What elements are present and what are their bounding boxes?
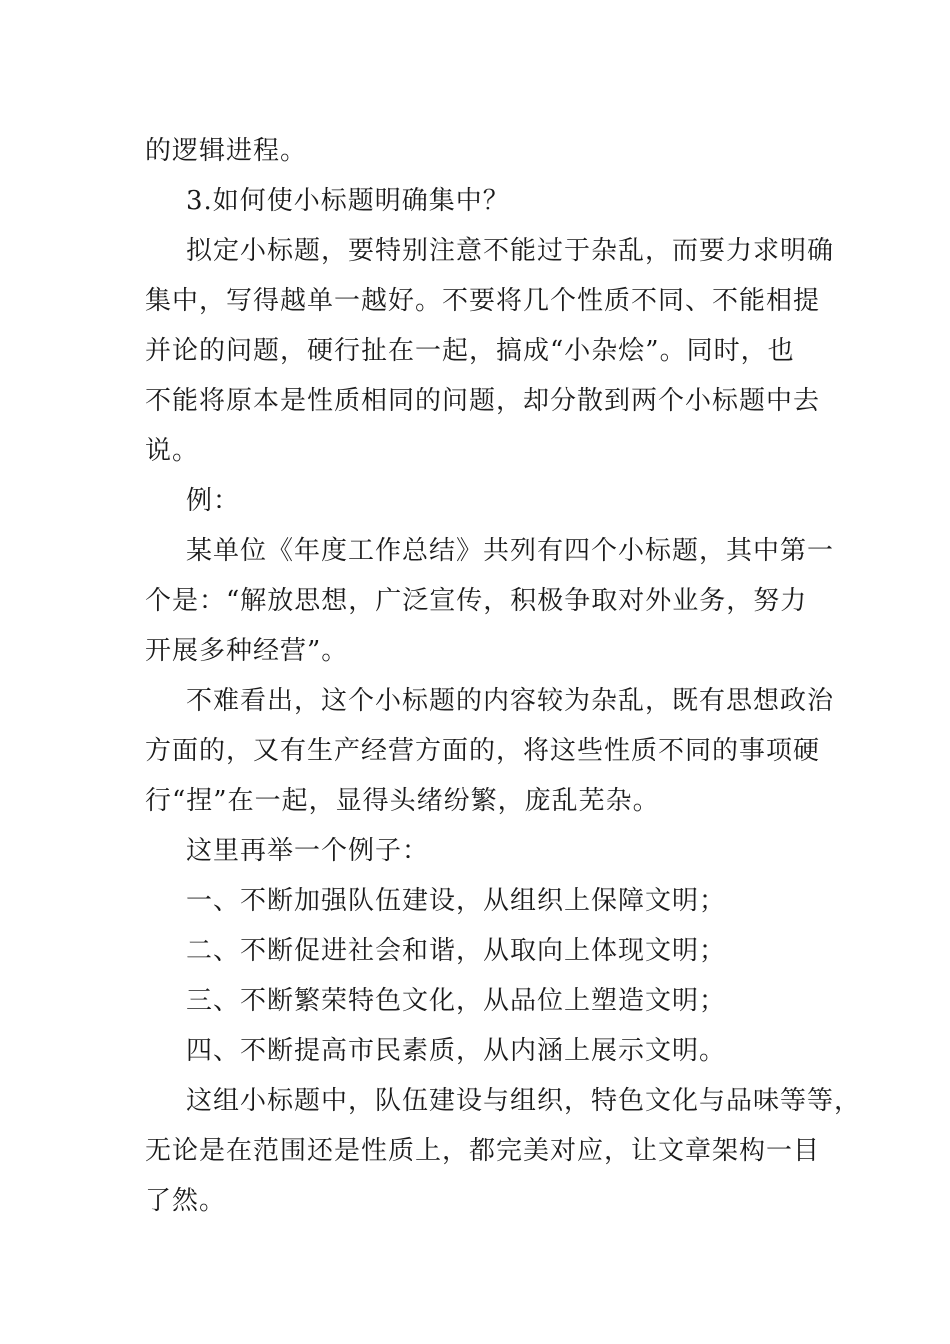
text-line: 说。 [145,436,200,466]
text-line: 不难看出，这个小标题的内容较为杂乱，既有思想政治 [186,686,835,716]
text-line: 个是：“解放思想，广泛宣传，积极争取对外业务，努力 [145,586,808,616]
text-line: 了然。 [145,1186,227,1216]
list-item: 四、不断提高市民素质，从内涵上展示文明。 [186,1036,727,1066]
text-line: 无论是在范围还是性质上，都完美对应，让文章架构一目 [145,1136,821,1166]
text-line: 集中，写得越单一越好。不要将几个性质不同、不能相提 [145,286,821,316]
text-line: 行“捏”在一起，显得头绪纷繁，庞乱芜杂。 [145,786,660,816]
text-line: 这里再举一个例子： [186,836,430,866]
list-item: 三、不断繁荣特色文化，从品位上塑造文明； [186,986,727,1016]
text-line: 某单位《年度工作总结》共列有四个小标题，其中第一 [186,536,835,566]
section-heading: 3.如何使小标题明确集中？ [186,186,510,216]
example-label: 例： [186,486,241,516]
text-line: 并论的问题，硬行扯在一起，搞成“小杂烩”。同时，也 [145,336,795,366]
text-line: 方面的，又有生产经营方面的，将这些性质不同的事项硬 [145,736,821,766]
text-line: 开展多种经营”。 [145,636,349,666]
text-line: 的逻辑进程。 [145,136,308,166]
list-item: 二、不断促进社会和谐，从取向上体现文明； [186,936,727,966]
list-item: 一、不断加强队伍建设，从组织上保障文明； [186,886,727,916]
text-line: 这组小标题中，队伍建设与组织，特色文化与品味等等， [186,1086,862,1116]
document-page [145,126,862,1226]
text-line: 拟定小标题，要特别注意不能过于杂乱，而要力求明确 [186,236,835,266]
text-line: 不能将原本是性质相同的问题，却分散到两个小标题中去 [145,386,821,416]
